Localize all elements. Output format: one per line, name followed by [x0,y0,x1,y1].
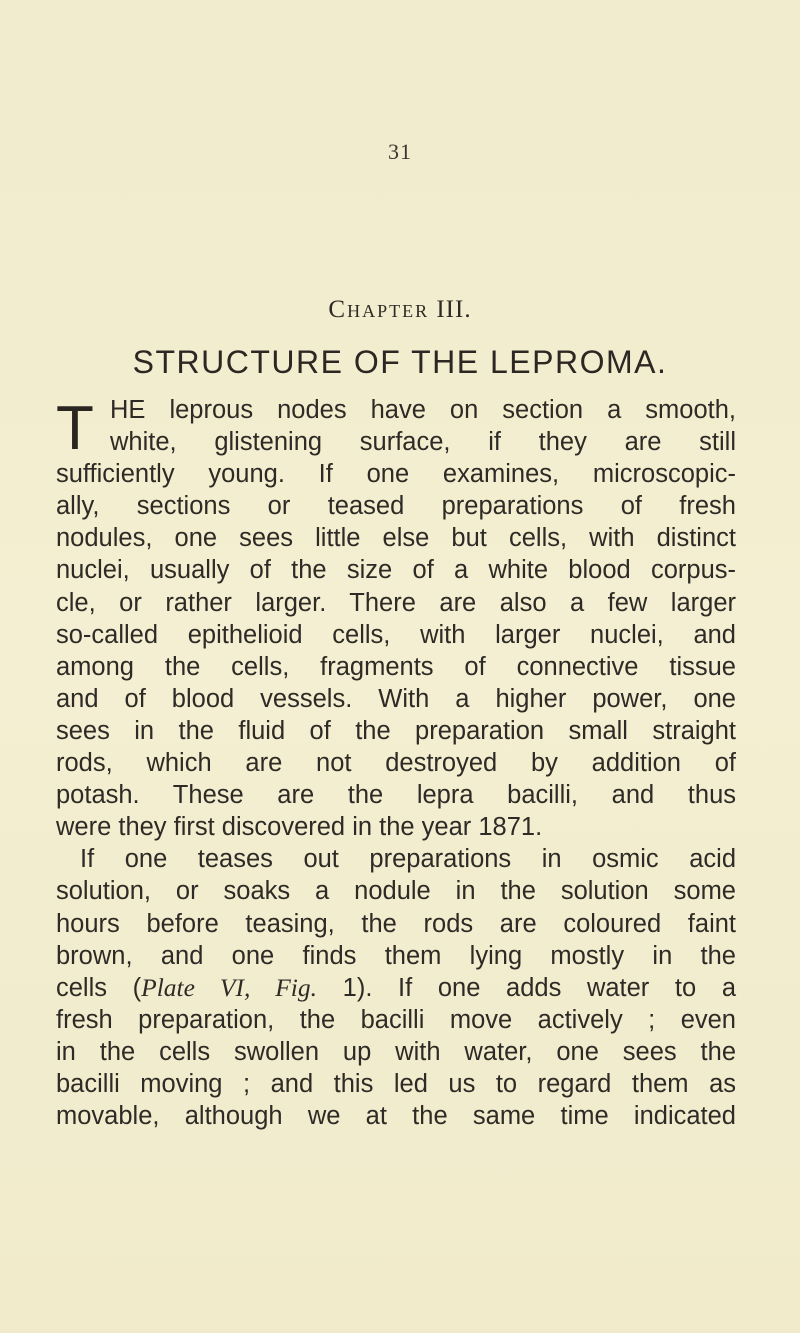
chapter-heading [0,296,800,324]
text-fragment: cells ( [56,973,142,1002]
text-line: HE leprous nodes have on section a smooth, [110,396,736,424]
text-line: so-called epithelioid cells, with larger nuclei, and [56,620,736,649]
text-line: If one teases out preparations in osmic acid [80,845,736,874]
text-line: rods, which are not destroyed by addition of [56,749,736,778]
text-line-with-plate-reference [56,972,736,1004]
body-text [56,394,736,1132]
text-line: movable, although we at the same time indicated [56,1102,736,1131]
text-line: nuclei, usually of the size of a white blood corpus- [56,556,736,585]
chapter-numeral: III. [436,296,472,323]
plate-reference: Plate VI, Fig. [141,972,318,1002]
text-line: fresh preparation, the bacilli move actively ; even [56,1005,736,1034]
chapter-title: STRUCTURE OF THE LEPROMA. [132,344,668,380]
text-line: solution, or soaks a nodule in the solution some [56,877,736,906]
text-line: potash. These are the lepra bacilli, and thus [56,781,736,810]
text-line: in the cells swollen up with water, one sees the [56,1037,736,1066]
chapter-label: Chapter [328,296,430,323]
text-line: sees in the fluid of the preparation small straight [56,716,736,745]
text-line: brown, and one finds them lying mostly in the [56,941,736,970]
text-line: nodules, one sees little else but cells, with distinct [56,524,736,553]
text-fragment: 1). If one adds water to a [317,973,737,1002]
text-line: among the cells, fragments of connective tissue [56,652,736,681]
text-line: sufficiently young. If one examines, microscopic- [56,460,736,489]
page-number: 31 [388,139,412,164]
text-line: ally, sections or teased preparations of fresh [56,492,736,521]
text-line: were they first discovered in the year 1871. [56,813,543,842]
text-line: cle, or rather larger. There are also a few larger [56,588,736,617]
text-line: and of blood vessels. With a higher power, one [56,684,736,713]
text-line: white, glistening surface, if they are still [110,428,736,457]
drop-cap: T [56,394,94,463]
text-line: hours before teasing, the rods are coloured faint [56,909,736,938]
text-line: bacilli moving ; and this led us to regard them as [56,1069,736,1098]
